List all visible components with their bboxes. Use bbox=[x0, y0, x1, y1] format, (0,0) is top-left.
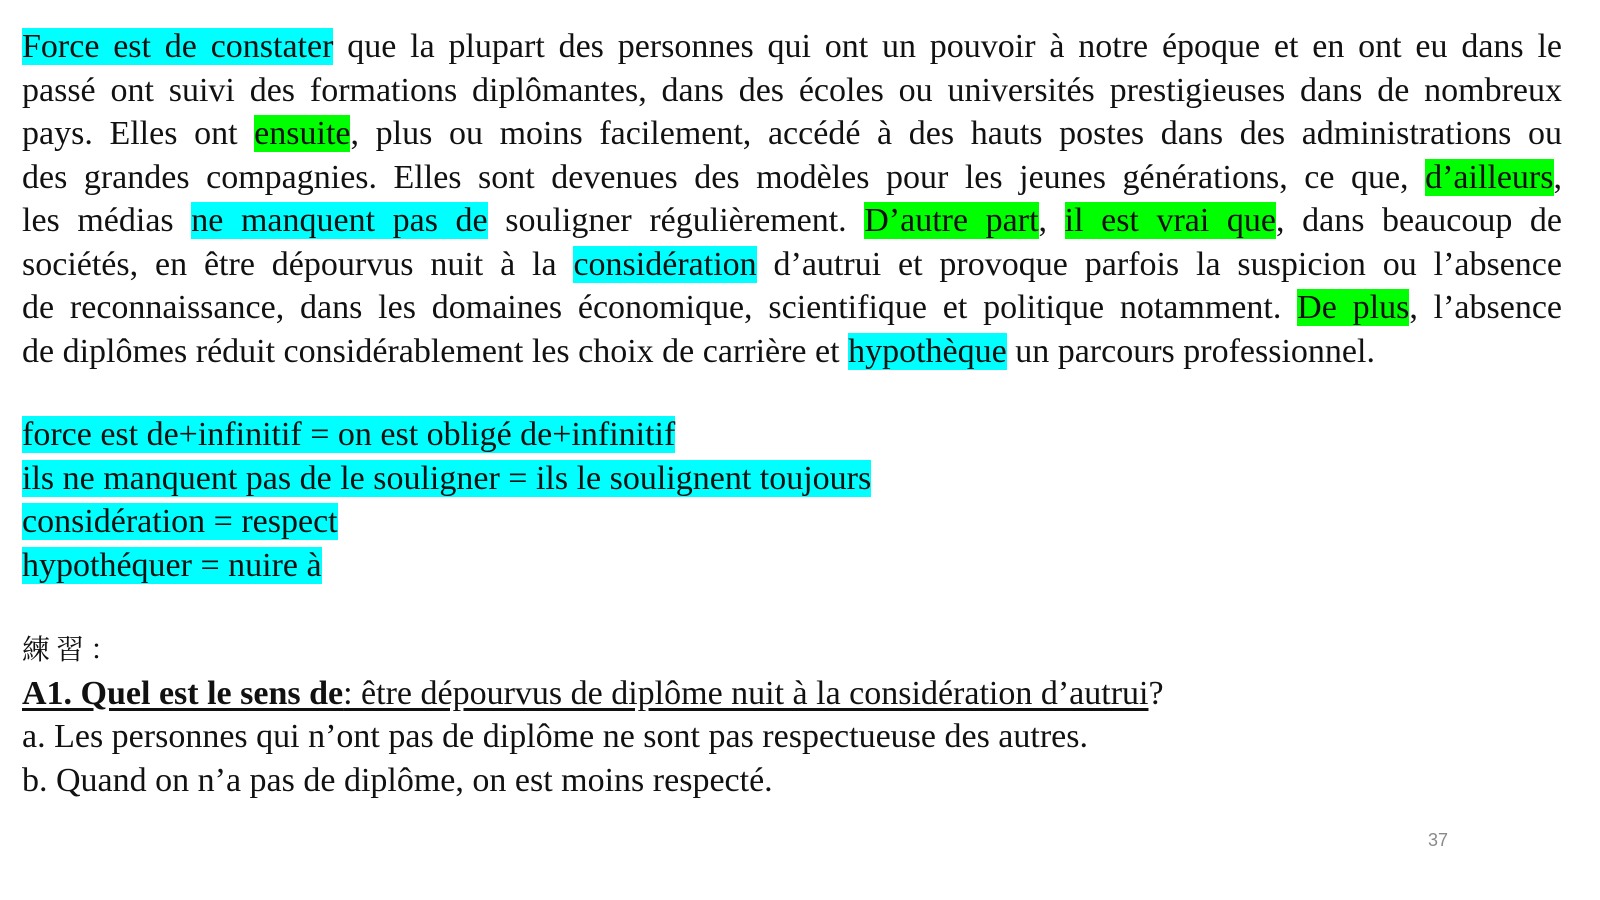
main-paragraph bbox=[22, 25, 1562, 373]
exercise-section bbox=[22, 628, 1164, 802]
paragraph-text: pays. Elles ont bbox=[22, 115, 255, 152]
highlighted-phrase: Force est de constater bbox=[22, 28, 334, 65]
paragraph-line bbox=[22, 199, 1562, 243]
paragraph-line bbox=[22, 330, 1562, 374]
definition-item: force est de+infinitif = on est obligé de+infinitif bbox=[22, 416, 676, 453]
paragraph-line bbox=[22, 25, 1562, 69]
definition-item: hypothéquer = nuire à bbox=[22, 546, 322, 584]
highlighted-phrase: considération bbox=[573, 245, 757, 283]
paragraph-text: un parcours professionnel. bbox=[1006, 332, 1375, 370]
paragraph-line bbox=[22, 112, 1562, 156]
paragraph-text: d’autrui et provoque parfois la suspicion ou l’absence bbox=[756, 245, 1562, 283]
definition-item: ils ne manquent pas de le souligner = ils le soulignent toujours bbox=[22, 459, 872, 497]
vocabulary-definitions bbox=[22, 413, 871, 587]
highlighted-phrase: ne manquent pas de bbox=[191, 202, 488, 239]
question-text: : être dépourvus de diplôme nuit à la considération d’autrui bbox=[343, 674, 1149, 712]
exercise-heading: 練習： bbox=[22, 633, 125, 666]
paragraph-line bbox=[22, 286, 1562, 330]
page-number: 37 bbox=[1428, 830, 1449, 850]
paragraph-text: sociétés, en être dépourvus nuit à la bbox=[22, 245, 574, 283]
exercise-question bbox=[22, 672, 1164, 716]
option-b[interactable]: b. Quand on n’a pas de diplôme, on est moins respecté. bbox=[22, 761, 773, 799]
question-label: A1. Quel est le sens de bbox=[22, 674, 344, 712]
paragraph-text: les médias bbox=[22, 202, 192, 239]
option-a[interactable]: a. Les personnes qui n’ont pas de diplôme ne sont pas respectueuse des autres. bbox=[22, 718, 1088, 755]
paragraph-text: de reconnaissance, dans les domaines économique, scientifique et politique notamment. bbox=[22, 289, 1298, 326]
highlighted-phrase: ensuite bbox=[254, 115, 351, 152]
highlighted-phrase: De plus bbox=[1297, 289, 1410, 326]
paragraph-text: des grandes compagnies. Elles sont devenues des modèles pour les jeunes générations, ce que, bbox=[22, 158, 1426, 196]
highlighted-phrase: hypothèque bbox=[848, 332, 1007, 370]
paragraph-text: passé ont suivi des formations diplômantes, dans des écoles ou universités prestigieuses dans de nombreux bbox=[22, 71, 1562, 109]
paragraph-line bbox=[22, 243, 1562, 287]
paragraph-text: , l’absence bbox=[1409, 289, 1562, 326]
paragraph-text: , plus ou moins facilement, accédé à des hauts postes dans des administrations ou bbox=[350, 115, 1562, 152]
paragraph-line bbox=[22, 69, 1562, 113]
paragraph-text: , dans beaucoup de bbox=[1276, 202, 1562, 239]
paragraph-text: de diplômes réduit considérablement les choix de carrière et bbox=[22, 332, 849, 370]
paragraph-text: , bbox=[1553, 158, 1562, 196]
definition-item: considération = respect bbox=[22, 503, 338, 540]
highlighted-phrase: d’ailleurs bbox=[1425, 158, 1554, 196]
paragraph-text: , bbox=[1038, 202, 1065, 239]
paragraph-text: souligner régulièrement. bbox=[487, 202, 865, 239]
paragraph-text: que la plupart des personnes qui ont un pouvoir à notre époque et en ont eu dans le bbox=[333, 28, 1562, 65]
highlighted-phrase: il est vrai que bbox=[1064, 202, 1277, 239]
paragraph-line bbox=[22, 156, 1562, 200]
question-mark: ? bbox=[1148, 674, 1164, 712]
highlighted-phrase: D’autre part bbox=[864, 202, 1039, 239]
